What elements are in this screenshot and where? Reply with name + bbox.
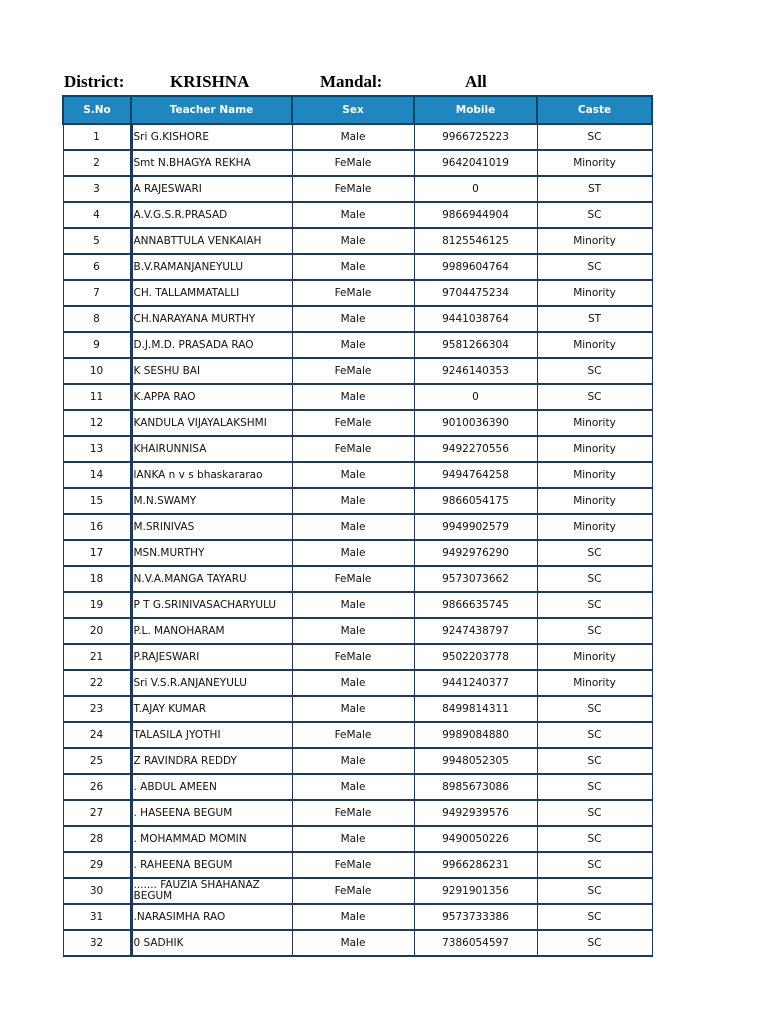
sex-cell: FeMale (292, 878, 414, 904)
sex-cell: FeMale (292, 852, 414, 878)
table-row (63, 904, 652, 930)
teacher-name-cell: T.AJAY KUMAR (131, 696, 292, 722)
sno-cell: 23 (63, 696, 131, 722)
table-row (63, 254, 652, 280)
teacher-name-cell: K SESHU BAI (131, 358, 292, 384)
teacher-name-cell: . HASEENA BEGUM (131, 800, 292, 826)
caste-cell: Minority (537, 280, 652, 306)
mobile-cell: 9966725223 (414, 124, 537, 150)
sno-cell: 21 (63, 644, 131, 670)
sno-cell: 11 (63, 384, 131, 410)
table-row (63, 670, 652, 696)
sno-cell: 1 (63, 124, 131, 150)
mobile-cell: 9494764258 (414, 462, 537, 488)
mobile-cell: 9291901356 (414, 878, 537, 904)
sex-cell: FeMale (292, 280, 414, 306)
column-header-caste: Caste (537, 96, 652, 124)
sno-cell: 15 (63, 488, 131, 514)
mobile-cell: 9573733386 (414, 904, 537, 930)
header-row (63, 96, 652, 124)
sno-cell: 30 (63, 878, 131, 904)
sno-cell: 20 (63, 618, 131, 644)
mobile-cell: 9010036390 (414, 410, 537, 436)
table-row (63, 202, 652, 228)
sex-cell: Male (292, 202, 414, 228)
caste-cell: SC (537, 358, 652, 384)
teacher-name-cell: Sri G.KISHORE (131, 124, 292, 150)
sex-cell: Male (292, 670, 414, 696)
teacher-name-cell: N.V.A.MANGA TAYARU (131, 566, 292, 592)
teacher-name-cell: ANNABTTULA VENKAIAH (131, 228, 292, 254)
mobile-cell: 9573073662 (414, 566, 537, 592)
sno-cell: 2 (63, 150, 131, 176)
teacher-name-cell: M.N.SWAMY (131, 488, 292, 514)
sno-cell: 4 (63, 202, 131, 228)
teacher-name-cell: ....... FAUZIA SHAHANAZ BEGUM (131, 878, 292, 904)
table-row (63, 748, 652, 774)
sex-cell: Male (292, 332, 414, 358)
sex-cell: Male (292, 904, 414, 930)
mobile-cell: 9866635745 (414, 592, 537, 618)
mobile-cell: 9492976290 (414, 540, 537, 566)
sex-cell: Male (292, 462, 414, 488)
mobile-cell: 9704475234 (414, 280, 537, 306)
table-row (63, 384, 652, 410)
table-row (63, 280, 652, 306)
teacher-name-cell: K.APPA RAO (131, 384, 292, 410)
caste-cell: SC (537, 852, 652, 878)
mobile-cell: 9866054175 (414, 488, 537, 514)
caste-cell: Minority (537, 228, 652, 254)
caste-cell: SC (537, 722, 652, 748)
teacher-name-cell: lANKA n v s bhaskararao (131, 462, 292, 488)
sno-cell: 19 (63, 592, 131, 618)
mobile-cell: 9246140353 (414, 358, 537, 384)
sex-cell: Male (292, 124, 414, 150)
caste-cell: SC (537, 618, 652, 644)
mobile-cell: 9989604764 (414, 254, 537, 280)
sex-cell: Male (292, 826, 414, 852)
mobile-cell: 8499814311 (414, 696, 537, 722)
teacher-name-cell: A RAJESWARI (131, 176, 292, 202)
teacher-name-cell: KANDULA VIJAYALAKSHMI (131, 410, 292, 436)
table-row (63, 176, 652, 202)
table-row (63, 358, 652, 384)
table-row (63, 306, 652, 332)
teacher-name-cell: B.V.RAMANJANEYULU (131, 254, 292, 280)
caste-cell: SC (537, 384, 652, 410)
sno-cell: 18 (63, 566, 131, 592)
caste-cell: ST (537, 306, 652, 332)
caste-cell: SC (537, 540, 652, 566)
table-row (63, 592, 652, 618)
mobile-cell: 8985673086 (414, 774, 537, 800)
caste-cell: Minority (537, 410, 652, 436)
sex-cell: Male (292, 228, 414, 254)
table-row (63, 462, 652, 488)
sno-cell: 32 (63, 930, 131, 956)
sex-cell: Male (292, 488, 414, 514)
caste-cell: Minority (537, 436, 652, 462)
mobile-cell: 7386054597 (414, 930, 537, 956)
mobile-cell: 9642041019 (414, 150, 537, 176)
sex-cell: Male (292, 384, 414, 410)
sno-cell: 13 (63, 436, 131, 462)
sno-cell: 25 (63, 748, 131, 774)
sex-cell: FeMale (292, 800, 414, 826)
mobile-cell: 9492270556 (414, 436, 537, 462)
table-row (63, 774, 652, 800)
column-header-mobile: Mobile (414, 96, 537, 124)
sno-cell: 7 (63, 280, 131, 306)
sex-cell: Male (292, 592, 414, 618)
column-header-sno: S.No (63, 96, 131, 124)
caste-cell: SC (537, 748, 652, 774)
teacher-name-cell: P.RAJESWARI (131, 644, 292, 670)
sno-cell: 22 (63, 670, 131, 696)
mobile-cell: 9502203778 (414, 644, 537, 670)
teacher-name-cell: Sri V.S.R.ANJANEYULU (131, 670, 292, 696)
mobile-cell: 9492939576 (414, 800, 537, 826)
caste-cell: Minority (537, 514, 652, 540)
mobile-cell: 8125546125 (414, 228, 537, 254)
table-row (63, 644, 652, 670)
table-row (63, 514, 652, 540)
table-row (63, 488, 652, 514)
caste-cell: Minority (537, 150, 652, 176)
caste-cell: ST (537, 176, 652, 202)
sno-cell: 8 (63, 306, 131, 332)
table-row (63, 332, 652, 358)
sex-cell: Male (292, 930, 414, 956)
caste-cell: SC (537, 774, 652, 800)
teacher-name-cell: Z RAVINDRA REDDY (131, 748, 292, 774)
sex-cell: FeMale (292, 566, 414, 592)
table-header (63, 96, 652, 124)
mandal-label: Mandal: (320, 72, 383, 91)
sex-cell: Male (292, 696, 414, 722)
table-row (63, 228, 652, 254)
mobile-cell: 9966286231 (414, 852, 537, 878)
caste-cell: SC (537, 124, 652, 150)
table-row (63, 540, 652, 566)
sex-cell: FeMale (292, 722, 414, 748)
teacher-name-cell: KHAIRUNNISA (131, 436, 292, 462)
mobile-cell: 9581266304 (414, 332, 537, 358)
district-label: District: (64, 72, 125, 91)
sno-cell: 28 (63, 826, 131, 852)
mobile-cell: 0 (414, 176, 537, 202)
sex-cell: Male (292, 254, 414, 280)
mobile-cell: 9441240377 (414, 670, 537, 696)
column-header-sex: Sex (292, 96, 414, 124)
caste-cell: SC (537, 202, 652, 228)
teacher-name-cell: Smt N.BHAGYA REKHA (131, 150, 292, 176)
teacher-name-cell: . MOHAMMAD MOMIN (131, 826, 292, 852)
caste-cell: SC (537, 826, 652, 852)
table-row (63, 696, 652, 722)
caste-cell: Minority (537, 670, 652, 696)
teacher-name-cell: A.V.G.S.R.PRASAD (131, 202, 292, 228)
sno-cell: 26 (63, 774, 131, 800)
sno-cell: 27 (63, 800, 131, 826)
sno-cell: 31 (63, 904, 131, 930)
caste-cell: Minority (537, 644, 652, 670)
teacher-name-cell: D.J.M.D. PRASADA RAO (131, 332, 292, 358)
sno-cell: 29 (63, 852, 131, 878)
report-header (64, 72, 652, 94)
sex-cell: FeMale (292, 436, 414, 462)
caste-cell: Minority (537, 462, 652, 488)
teacher-name-cell: CH.NARAYANA MURTHY (131, 306, 292, 332)
table-row (63, 618, 652, 644)
sno-cell: 16 (63, 514, 131, 540)
column-header-teacher-name: Teacher Name (131, 96, 292, 124)
table-row (63, 566, 652, 592)
teacher-name-cell: M.SRINIVAS (131, 514, 292, 540)
mobile-cell: 9490050226 (414, 826, 537, 852)
sex-cell: Male (292, 540, 414, 566)
sex-cell: FeMale (292, 176, 414, 202)
sex-cell: FeMale (292, 358, 414, 384)
caste-cell: Minority (537, 488, 652, 514)
sex-cell: FeMale (292, 150, 414, 176)
sex-cell: FeMale (292, 410, 414, 436)
caste-cell: SC (537, 696, 652, 722)
table-row (63, 150, 652, 176)
mobile-cell: 0 (414, 384, 537, 410)
sex-cell: FeMale (292, 644, 414, 670)
table-row (63, 826, 652, 852)
district-value: KRISHNA (170, 72, 250, 91)
sno-cell: 10 (63, 358, 131, 384)
teacher-table (62, 95, 653, 957)
table-row (63, 852, 652, 878)
mobile-cell: 9949902579 (414, 514, 537, 540)
table-row (63, 410, 652, 436)
sno-cell: 14 (63, 462, 131, 488)
caste-cell: SC (537, 592, 652, 618)
table-row (63, 722, 652, 748)
mobile-cell: 9866944904 (414, 202, 537, 228)
table-row (63, 878, 652, 904)
sno-cell: 5 (63, 228, 131, 254)
teacher-name-cell: TALASILA JYOTHI (131, 722, 292, 748)
mobile-cell: 9247438797 (414, 618, 537, 644)
caste-cell: SC (537, 800, 652, 826)
teacher-name-cell: MSN.MURTHY (131, 540, 292, 566)
teacher-name-cell: .NARASIMHA RAO (131, 904, 292, 930)
sex-cell: Male (292, 748, 414, 774)
mobile-cell: 9948052305 (414, 748, 537, 774)
sex-cell: Male (292, 774, 414, 800)
sno-cell: 6 (63, 254, 131, 280)
table-body (63, 124, 652, 956)
caste-cell: SC (537, 566, 652, 592)
teacher-name-cell: P.L. MANOHARAM (131, 618, 292, 644)
teacher-name-cell: P T G.SRINIVASACHARYULU (131, 592, 292, 618)
caste-cell: Minority (537, 332, 652, 358)
teacher-name-cell: 0 SADHIK (131, 930, 292, 956)
table-row (63, 930, 652, 956)
caste-cell: SC (537, 254, 652, 280)
teacher-name-cell: . ABDUL AMEEN (131, 774, 292, 800)
table-row (63, 800, 652, 826)
caste-cell: SC (537, 904, 652, 930)
teacher-name-cell: CH. TALLAMMATALLI (131, 280, 292, 306)
sno-cell: 12 (63, 410, 131, 436)
sex-cell: Male (292, 306, 414, 332)
sno-cell: 3 (63, 176, 131, 202)
sex-cell: Male (292, 514, 414, 540)
caste-cell: SC (537, 878, 652, 904)
sex-cell: Male (292, 618, 414, 644)
sno-cell: 9 (63, 332, 131, 358)
mobile-cell: 9441038764 (414, 306, 537, 332)
teacher-name-cell: . RAHEENA BEGUM (131, 852, 292, 878)
table-row (63, 436, 652, 462)
caste-cell: SC (537, 930, 652, 956)
table-row (63, 124, 652, 150)
mandal-value: All (465, 72, 487, 91)
sno-cell: 17 (63, 540, 131, 566)
mobile-cell: 9989084880 (414, 722, 537, 748)
sno-cell: 24 (63, 722, 131, 748)
